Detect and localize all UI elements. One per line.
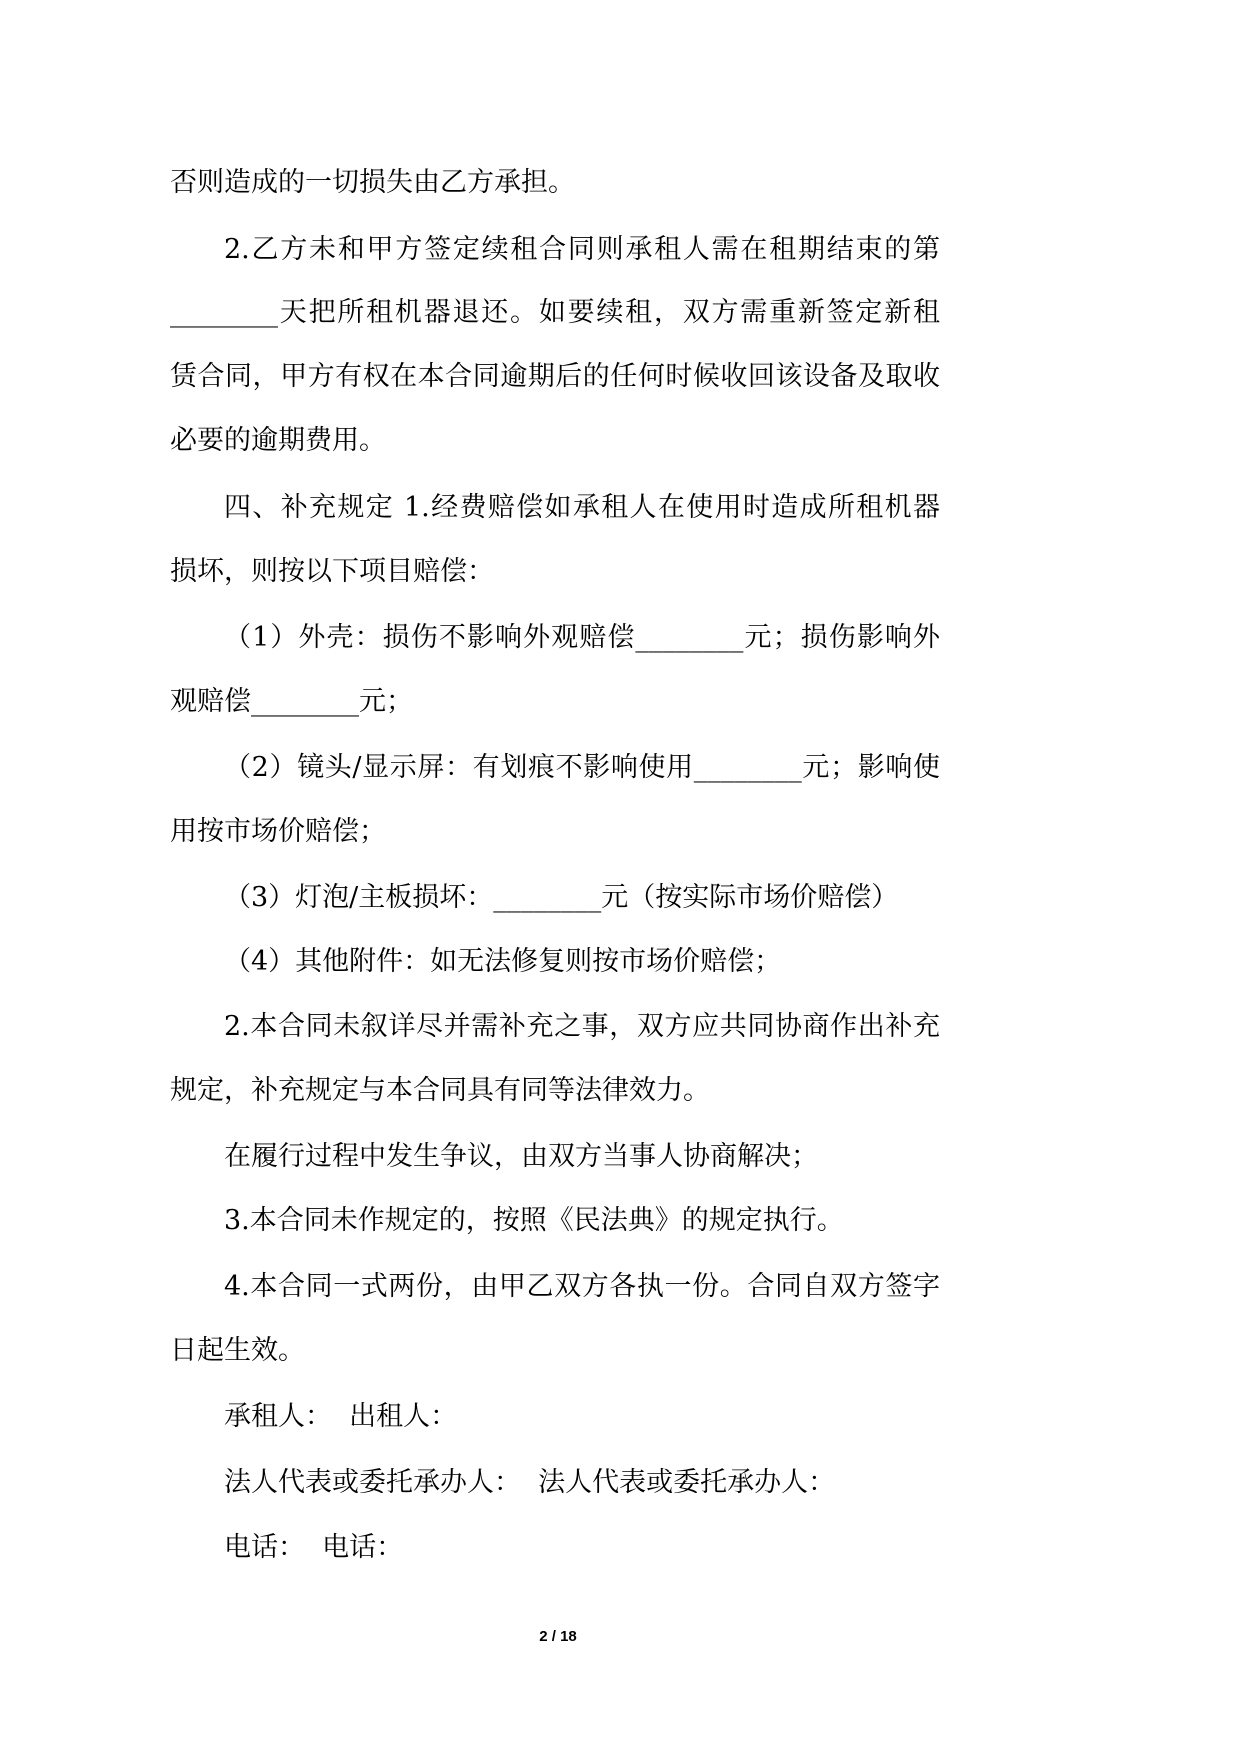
clause-line: 4.本合同一式两份，由甲乙双方各执一份。合同自双方签字	[224, 1271, 940, 1302]
page-number: 2 / 18	[539, 1628, 577, 1645]
compensation-item-line: （4）其他附件：如无法修复则按市场价赔偿；	[224, 946, 782, 977]
clause-line: 否则造成的一切损失由乙方承担。	[170, 167, 575, 198]
clause-line: 规定，补充规定与本合同具有同等法律效力。	[170, 1075, 710, 1106]
clause-line: 2.本合同未叙详尽并需补充之事，双方应共同协商作出补充	[224, 1011, 940, 1042]
clause-line: 日起生效。	[170, 1335, 305, 1366]
clause-line: 必要的逾期费用。	[170, 425, 386, 456]
compensation-item-line: 用按市场价赔偿；	[170, 816, 386, 847]
clause-line: 3.本合同未作规定的，按照《民法典》的规定执行。	[224, 1205, 844, 1236]
signature-parties: 承租人： 出租人：	[224, 1401, 458, 1432]
signature-representatives: 法人代表或委托承办人： 法人代表或委托承办人：	[224, 1467, 836, 1498]
clause-line: ________天把所租机器退还。如要续租，双方需重新签定新租	[170, 297, 940, 328]
clause-line: 损坏，则按以下项目赔偿：	[170, 556, 494, 587]
compensation-item-line: （2）镜头/显示屏：有划痕不影响使用________元；影响使	[224, 752, 940, 783]
signature-phones: 电话： 电话：	[224, 1532, 404, 1563]
compensation-item-line: （1）外壳：损伤不影响外观赔偿________元；损伤影响外	[224, 622, 940, 653]
section-heading-line: 四、补充规定 1.经费赔偿如承租人在使用时造成所租机器	[224, 492, 940, 523]
clause-line: 2.乙方未和甲方签定续租合同则承租人需在租期结束的第	[224, 234, 940, 265]
clause-line: 赁合同，甲方有权在本合同逾期后的任何时候收回该设备及取收	[170, 361, 940, 392]
clause-line: 在履行过程中发生争议，由双方当事人协商解决；	[224, 1141, 818, 1172]
compensation-item-line: 观赔偿________元；	[170, 686, 413, 717]
compensation-item-line: （3）灯泡/主板损坏：________元（按实际市场价赔偿）	[224, 882, 899, 913]
